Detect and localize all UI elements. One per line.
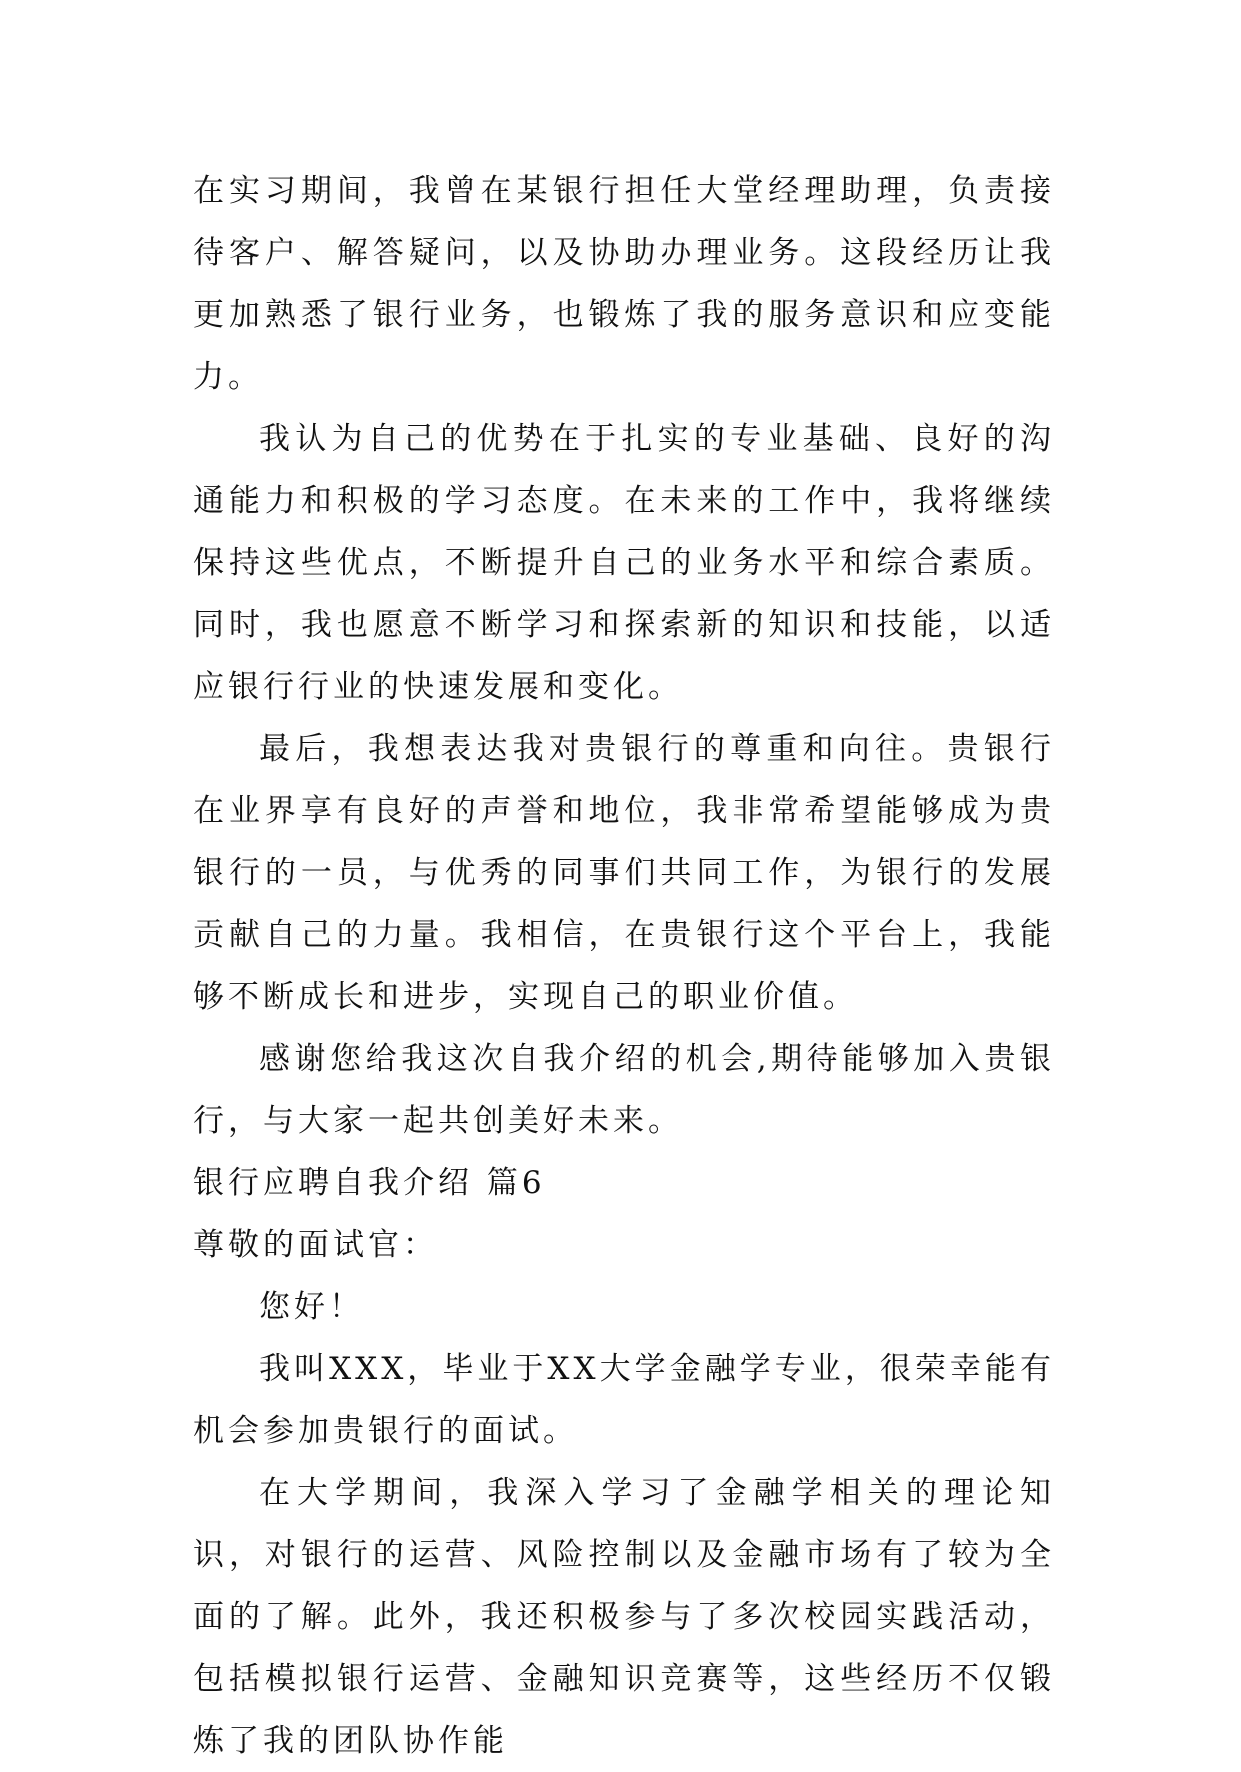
section-heading: 银行应聘自我介绍 篇6: [193, 1165, 546, 1201]
document-body: [193, 160, 1055, 1772]
paragraph-introduction: 我叫XXX，毕业于XX大学金融学专业，很荣幸能有机会参加贵银行的面试。: [193, 1351, 1055, 1449]
paragraph-thanks: 感谢您给我这次自我介绍的机会,期待能够加入贵银行，与大家一起共创美好未来。: [193, 1041, 1055, 1139]
paragraph-university: 在大学期间，我深入学习了金融学相关的理论知识，对银行的运营、风险控制以及金融市场有了较为全面的了解。此外，我还积极参与了多次校园实践活动，包括模拟银行运营、金融知识竞赛等，这些经历不仅锻炼了我的团队协作能: [193, 1475, 1055, 1759]
paragraph-aspiration: 最后，我想表达我对贵银行的尊重和向往。贵银行在业界享有良好的声誉和地位，我非常希望能够成为贵银行的一员，与优秀的同事们共同工作，为银行的发展贡献自己的力量。我相信，在贵银行这个平台上，我能够不断成长和进步，实现自己的职业价值。: [193, 731, 1055, 1015]
paragraph-strengths: 我认为自己的优势在于扎实的专业基础、良好的沟通能力和积极的学习态度。在未来的工作中，我将继续保持这些优点，不断提升自己的业务水平和综合素质。同时，我也愿意不断学习和探索新的知识和技能，以适应银行行业的快速发展和变化。: [193, 421, 1055, 705]
greeting: 您好！: [259, 1289, 364, 1325]
salutation: 尊敬的面试官：: [193, 1227, 438, 1263]
paragraph-internship: 在实习期间，我曾在某银行担任大堂经理助理，负责接待客户、解答疑问，以及协助办理业务。这段经历让我更加熟悉了银行业务，也锻炼了我的服务意识和应变能力。: [193, 173, 1055, 395]
